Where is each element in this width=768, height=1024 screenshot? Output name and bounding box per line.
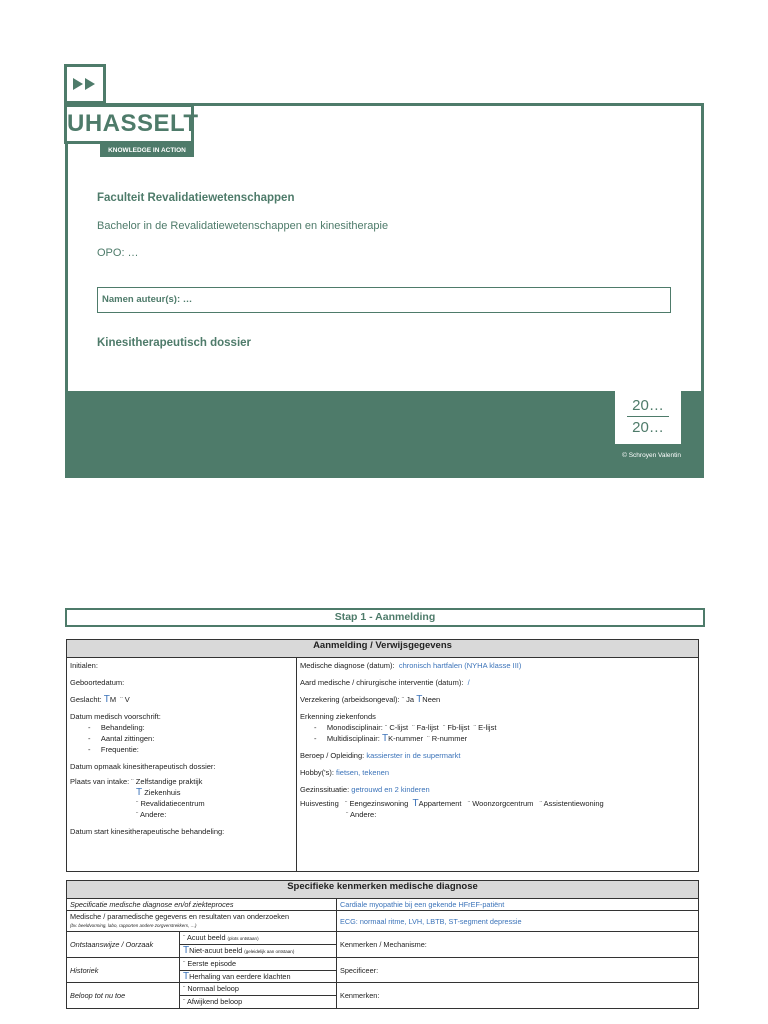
findings-value[interactable]: ECG: normaal ritme, LVH, LBTB, ST-segment depressie (337, 911, 699, 932)
mechanism-label: Kenmerken / Mechanisme: (337, 932, 699, 958)
checkbox-icon[interactable]: ¨ (131, 779, 134, 786)
bachelor-title: Bachelor in de Revalidatiewetenschappen en kinesitherapie (97, 220, 389, 232)
gender-field (70, 694, 293, 705)
checkbox-checked-icon[interactable]: T (136, 787, 143, 798)
treatment-item: - Behandeling: (88, 723, 145, 732)
checkbox-checked-icon[interactable]: T (412, 798, 419, 809)
dossier-date-label: Datum opmaak kinesitherapeutisch dossier: (70, 762, 216, 771)
option-independent-practice: Zelfstandige praktijk (135, 777, 203, 786)
option-hospital: T Ziekenhuis (136, 787, 181, 798)
option-rehab-center: ¨ Revalidatiecentrum (136, 799, 205, 808)
checkbox-icon[interactable]: ¨ (401, 697, 405, 704)
logo-tagline: KNOWLEDGE IN ACTION (100, 144, 194, 157)
start-date-label: Datum start kinesitherapeutische behandeling: (70, 827, 225, 836)
intervention-value[interactable]: / (467, 678, 470, 687)
checkbox-checked-icon[interactable]: T (381, 733, 389, 744)
checkbox-icon[interactable]: ¨ (346, 812, 349, 819)
checkbox-checked-icon[interactable]: T (103, 694, 110, 705)
option-recurrence: THerhaling van eerdere klachten (180, 971, 337, 983)
mono-disciplinary-field: - Monodisciplinair: ¨ C-lijst ¨ Fa-lijst ¨ Fb-lijst ¨ E-lijst (314, 723, 497, 732)
hobby-field: Hobby('s): fietsen, tekenen (300, 768, 390, 777)
checkbox-icon[interactable]: ¨ (345, 801, 348, 808)
family-value[interactable]: getrouwd en 2 kinderen (351, 785, 430, 794)
checkbox-checked-icon[interactable]: T (416, 694, 423, 705)
onset-label: Ontstaanswijze / Oorzaak (67, 932, 180, 958)
checkbox-icon[interactable]: ¨ (136, 801, 139, 808)
referral-table-header: Aanmelding / Verwijsgegevens (67, 640, 699, 658)
year-end: 20… (632, 419, 664, 436)
diagnosis-table (66, 880, 699, 1009)
checkbox-icon[interactable]: ¨ (183, 961, 186, 968)
dossier-title: Kinesitherapeutisch dossier (97, 337, 252, 349)
option-normal-course: ¨ Normaal beloop (180, 983, 337, 996)
findings-sublabel: (bv. beeldvorming, labo, rapporten andere zorgverstrekkers, …) (70, 923, 197, 928)
option-abnormal-course: ¨ Afwijkend beloop (180, 996, 337, 1009)
health-insurance-label: Erkenning ziekenfonds (300, 712, 376, 721)
checkbox-icon[interactable]: ¨ (384, 725, 388, 732)
gender-v: V (124, 695, 130, 704)
frequency-item: - Frequentie: (88, 745, 139, 754)
referral-right-cell (297, 658, 699, 872)
logo-play-icon (64, 64, 106, 104)
checkbox-icon[interactable]: ¨ (473, 725, 476, 732)
hobby-value[interactable]: fietsen, tekenen (336, 768, 390, 777)
referral-table (66, 639, 699, 872)
checkbox-icon[interactable]: ¨ (467, 801, 471, 808)
housing-other: ¨ Andere: (346, 810, 377, 819)
family-field: Gezinssituatie: getrouwd en 2 kinderen (300, 785, 430, 794)
authors-field[interactable]: Namen auteur(s): … (97, 287, 671, 313)
sessions-item: - Aantal zittingen: (88, 734, 155, 743)
profession-value[interactable]: kassierster in de supermarkt (366, 751, 461, 760)
checkbox-icon[interactable]: ¨ (120, 697, 123, 704)
referral-left-cell (67, 658, 297, 872)
gender-m: M (109, 695, 117, 704)
copyright-text: © Schroyen Valentin (622, 452, 681, 459)
history-label: Historiek (67, 958, 180, 983)
checkbox-checked-icon[interactable]: T (183, 971, 190, 982)
option-first-episode: ¨ Eerste episode (180, 958, 337, 971)
spec-value[interactable]: Cardiale myopathie bij een gekende HFrEF-patiënt (337, 899, 699, 911)
logo-wordmark: UHASSELT (64, 104, 194, 144)
initials-label: Initialen: (70, 661, 98, 670)
insurance-field: Verzekering (arbeidsongeval): ¨ Ja TNeen (300, 694, 441, 705)
findings-label-cell (67, 911, 337, 932)
option-other: ¨ Andere: (136, 810, 167, 819)
course-label: Beloop tot nu toe (67, 983, 180, 1009)
intake-place-label: Plaats van intake: (70, 777, 130, 786)
intake-place-field (70, 776, 293, 787)
diagnosis-value[interactable]: chronisch hartfalen (NYHA klasse III) (398, 661, 522, 670)
checkbox-checked-icon[interactable]: T (183, 945, 190, 956)
checkbox-icon[interactable]: ¨ (412, 725, 415, 732)
checkbox-icon[interactable]: ¨ (442, 725, 446, 732)
checkbox-icon[interactable]: ¨ (427, 736, 430, 743)
characteristics-label: Kenmerken: (337, 983, 699, 1009)
option-acute: ¨ Acuut beeld (plots ontstaan) (180, 932, 337, 945)
diagnosis-field: Medische diagnose (datum): chronisch hartfalen (NYHA klasse III) (300, 661, 522, 670)
option-non-acute: TNiet-acuut beeld (geleidelijk aan ontstaan) (180, 945, 337, 958)
checkbox-icon[interactable]: ¨ (539, 801, 542, 808)
multi-disciplinary-field: - Multidisciplinair: TK-nummer ¨ R-nummer (314, 733, 468, 744)
faculty-title: Faculteit Revalidatiewetenschappen (97, 192, 295, 204)
checkbox-icon[interactable]: ¨ (183, 999, 186, 1006)
birthdate-label: Geboortedatum: (70, 678, 125, 687)
checkbox-icon[interactable]: ¨ (183, 935, 186, 942)
checkbox-icon[interactable]: ¨ (183, 986, 186, 993)
spec-label: Specificatie medische diagnose en/of ziekteproces (67, 899, 337, 911)
specify-label: Specificeer: (337, 958, 699, 983)
academic-year-box (615, 391, 681, 444)
cover-footer-band (65, 391, 704, 478)
gender-label: Geslacht: (70, 695, 102, 704)
intervention-field: Aard medische / chirurgische interventie (datum): / (300, 678, 470, 687)
checkbox-icon[interactable]: ¨ (136, 812, 139, 819)
profession-field: Beroep / Opleiding: kassierster in de supermarkt (300, 751, 461, 760)
step-title: Stap 1 - Aanmelding (65, 608, 705, 627)
housing-field: Huisvesting ¨ Eengezinswoning TAppartement ¨ Woonzorgcentrum ¨ Assistentiewoning (300, 798, 604, 809)
prescription-date-label: Datum medisch voorschrift: (70, 712, 161, 721)
findings-label: Medische / paramedische gegevens en resultaten van onderzoeken (70, 912, 290, 921)
diagnosis-table-header: Specifieke kenmerken medische diagnose (67, 881, 699, 899)
year-start: 20… (627, 398, 669, 417)
opo-field: OPO: … (97, 247, 139, 259)
